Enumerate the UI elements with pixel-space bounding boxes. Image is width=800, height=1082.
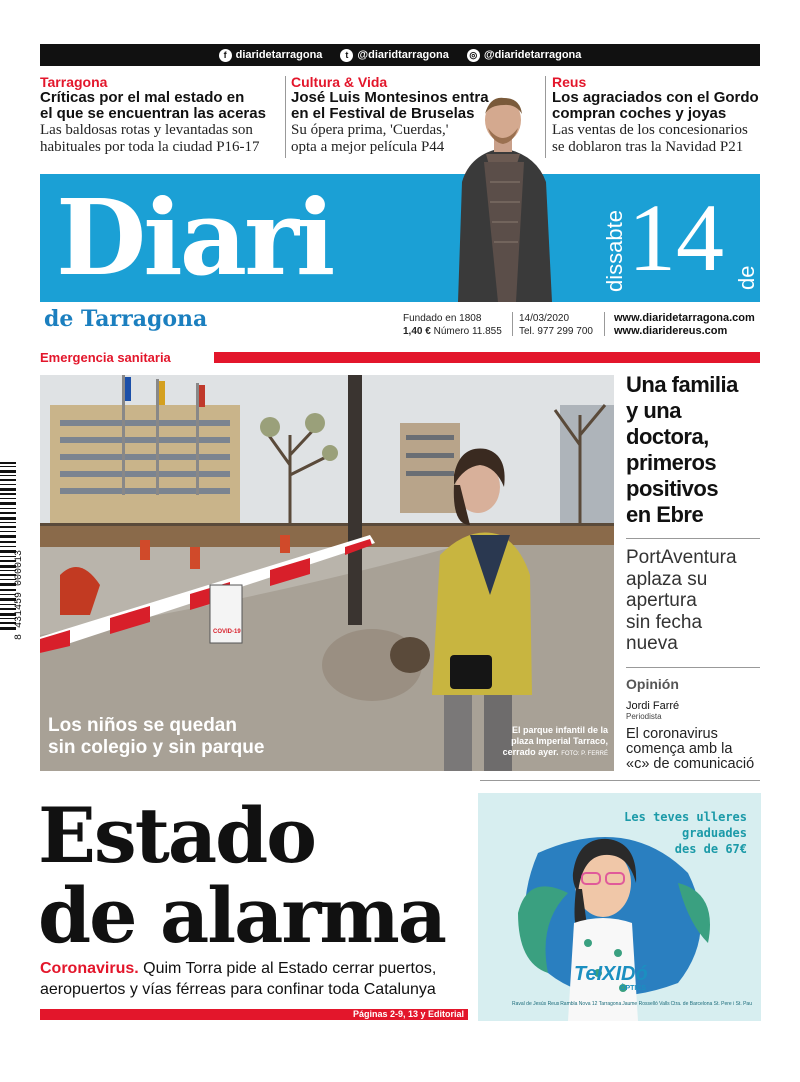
teaser-tarragona[interactable] [40, 74, 280, 156]
montesinos-photo [440, 92, 570, 302]
section-label: Emergencia sanitaria [40, 350, 171, 365]
right-headline-line: en Ebre [626, 502, 704, 527]
teaser-reus[interactable] [552, 74, 764, 156]
opinion-title-line: comença amb la [626, 741, 733, 757]
opinion-role: Periodista [626, 712, 662, 721]
ad-text [624, 809, 747, 857]
opinion-title-line: El coronavirus [626, 726, 718, 742]
ad-store: Jaume Rosselló Valls [622, 1001, 670, 1007]
barcode-number: 8 431459 000013 [14, 549, 25, 640]
story-line: sin fecha [626, 611, 703, 633]
ad-store: Rambla Nova 12 Tarragona [560, 1001, 622, 1007]
social-bar [40, 44, 760, 66]
ad-text-line: des de 67€ [674, 842, 747, 856]
month: de març [734, 241, 785, 290]
date: 14/03/2020 [519, 313, 570, 324]
teaser-dek: habituales por toda la ciudad P16-17 [40, 139, 260, 155]
teaser-section: Tarragona [40, 74, 108, 90]
instagram-handle: @diaridetarragona [483, 49, 582, 61]
divider [604, 312, 605, 336]
main-photo[interactable] [40, 375, 614, 771]
main-dek [40, 958, 470, 1000]
teaser-section: Cultura & Vida [291, 74, 388, 90]
story-line: PortAventura [626, 547, 737, 568]
facebook-icon: f [219, 49, 232, 62]
teaser-headline: José Luis Montesinos entra [291, 89, 489, 106]
opinion-title-line: «c» de comunicació [626, 756, 755, 772]
phone: Tel. 977 299 700 [519, 326, 593, 337]
teaser-dek: Las baldosas rotas y levantadas son [40, 122, 253, 138]
right-headline-line: Una familia [626, 372, 738, 397]
main-headline-line: Estado [38, 791, 315, 880]
teaser-dek: Las ventas de los concesionarios [552, 122, 748, 138]
main-kicker: Coronavirus. [40, 960, 139, 977]
divider [626, 667, 760, 668]
small-caption-line: plaza Imperial Tarraco, [511, 736, 608, 746]
social-twitter[interactable] [340, 49, 448, 62]
small-caption-line: El parque infantil de la [511, 725, 608, 735]
photo-caption-line: Los niños se quedan [48, 715, 237, 736]
teaser-headline: compran coches y joyas [552, 105, 727, 122]
teaser-section: Reus [552, 74, 587, 90]
optics-ad[interactable] [478, 793, 761, 1021]
instagram-icon: ◎ [467, 49, 480, 62]
social-instagram[interactable] [467, 49, 582, 62]
day-number: 14 [628, 184, 724, 291]
edition-info [403, 312, 502, 338]
price: 1,40 € [403, 326, 431, 337]
teaser-dek: opta a mejor película P44 [291, 139, 445, 155]
story-line: aplaza su [626, 568, 708, 590]
park-scene [40, 375, 614, 771]
main-headline[interactable] [38, 791, 446, 960]
ad-store: Raval de Jesús Reus [512, 1001, 560, 1007]
ad-stores [512, 1001, 752, 1007]
main-headline-line: de alarma [38, 871, 446, 960]
opinion-author: Jordi Farré [626, 700, 680, 712]
portaventura-story[interactable] [626, 547, 760, 655]
website-link[interactable]: www.diaridereus.com [614, 325, 728, 337]
date-info [519, 312, 593, 338]
photo-credit: FOTO: P. FERRÉ [561, 751, 608, 757]
ad-store: Ctra. de Barcelona St. Pere i St. Pau [670, 1001, 752, 1007]
ad-text-line: graduades [681, 826, 747, 840]
photo-caption [48, 715, 264, 759]
divider [512, 312, 513, 336]
founded: Fundado en 1808 [403, 313, 482, 324]
ad-brand: TeIXIDó [574, 963, 648, 985]
divider [285, 76, 286, 158]
divider [480, 780, 760, 781]
masthead [40, 174, 785, 302]
story-line: apertura [626, 590, 697, 611]
teaser-headline: en el Festival de Bruselas [291, 105, 475, 122]
covid-sign-text: COVID-19 [213, 629, 241, 635]
teaser-headline: el que se encuentran las aceras [40, 105, 266, 122]
websites [614, 312, 755, 338]
masthead-subtitle: de Tarragona [44, 306, 208, 332]
right-headline[interactable] [626, 372, 760, 528]
photo-caption-line: sin colegio y sin parque [48, 737, 265, 758]
right-headline-line: doctora, [626, 424, 709, 449]
right-headline-line: y una [626, 398, 681, 423]
main-dek-text: Quim Torra pide al Estado cerrar puertos, aeropuertos y vías férreas para confinar toda Catalunya [40, 960, 437, 998]
website-link[interactable]: www.diaridetarragona.com [614, 312, 755, 324]
photo-small-caption [503, 725, 608, 760]
opinion-label: Opinión [626, 676, 679, 692]
masthead-logo[interactable]: Diari [56, 176, 333, 299]
day-of-week: dissabte [602, 210, 627, 292]
issue-number: Número 11.855 [433, 326, 502, 337]
right-headline-line: primeros [626, 450, 717, 475]
teaser-dek: Su ópera prima, 'Cuerdas,' [291, 122, 449, 138]
twitter-handle: @diaridtarragona [357, 49, 449, 61]
pages-reference: Páginas 2-9, 13 y Editorial [40, 1009, 468, 1020]
story-line: nueva [626, 633, 678, 654]
ad-text-line: Les teves ulleres [624, 810, 747, 824]
ad-brand-sub: ÒPTICS [620, 985, 647, 992]
teaser-dek: se doblaron tras la Navidad P21 [552, 139, 744, 155]
teaser-headline: Los agraciados con el Gordo [552, 89, 759, 106]
divider [626, 538, 760, 539]
facebook-handle: diaridetarragona [235, 49, 323, 61]
twitter-icon: t [340, 49, 353, 62]
teaser-headline: Críticas por el mal estado en [40, 89, 245, 106]
small-caption-line: cerrado ayer. [502, 747, 559, 757]
opinion-story[interactable] [626, 700, 760, 772]
social-facebook[interactable] [219, 49, 323, 62]
right-headline-line: positivos [626, 476, 719, 501]
section-bar [214, 352, 760, 363]
